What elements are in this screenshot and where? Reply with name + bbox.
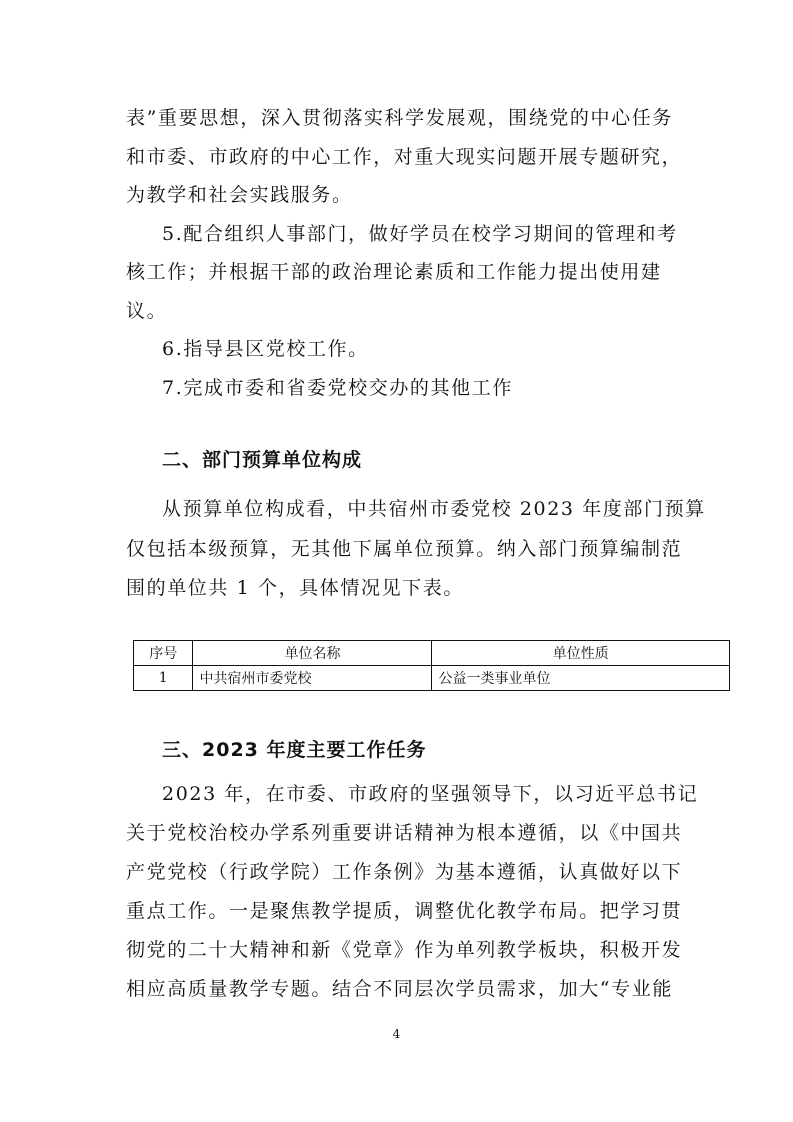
paragraph-line: 表”重要思想，深入贯彻落实科学发展观，围绕党的中心任务 xyxy=(126,107,673,129)
paragraph-line: 仅包括本级预算，无其他下属单位预算。纳入部门预算编制范 xyxy=(126,538,683,560)
table-row xyxy=(134,666,730,691)
paragraph-line: 从预算单位构成看，中共宿州市委党校 2023 年度部门预算 xyxy=(162,498,706,520)
paragraph-line: 相应高质量教学专题。结合不同层次学员需求，加大“专业能 xyxy=(126,978,673,1000)
paragraph-line: 为教学和社会实践服务。 xyxy=(126,184,353,206)
paragraph-line: 关于党校治校办学系列重要讲话精神为根本遵循，以《中国共 xyxy=(126,822,683,844)
table-cell-name: 中共宿州市委党校 xyxy=(193,666,432,691)
table-cell-nature: 公益一类事业单位 xyxy=(432,666,730,691)
list-item-5-line: 核工作；并根据干部的政治理论素质和工作能力提出使用建 xyxy=(126,261,662,283)
list-item-5-line: 议。 xyxy=(126,300,168,322)
list-item-7: 7.完成市委和省委党校交办的其他工作 xyxy=(162,377,513,399)
page-number: 4 xyxy=(392,1027,401,1041)
paragraph-line: 2023 年，在市委、市政府的坚强领导下，以习近平总书记 xyxy=(162,783,699,805)
table-header-name: 单位名称 xyxy=(193,641,432,666)
table-header-nature: 单位性质 xyxy=(432,641,730,666)
list-item-6: 6.指导县区党校工作。 xyxy=(162,338,369,360)
table-cell-no: 1 xyxy=(134,666,193,691)
paragraph-line: 和市委、市政府的中心工作，对重大现实问题开展专题研究， xyxy=(126,146,683,168)
table-header-row xyxy=(134,641,730,666)
table-header-no: 序号 xyxy=(134,641,193,666)
paragraph-line: 彻党的二十大精神和新《党章》作为单列教学板块，积极开发 xyxy=(126,939,683,961)
budget-units-table xyxy=(133,640,730,691)
section-heading-budget-units: 二、部门预算单位构成 xyxy=(162,449,363,471)
paragraph-line: 重点工作。一是聚焦教学提质，调整优化教学布局。把学习贯 xyxy=(126,900,683,922)
list-item-5-line: 5.配合组织人事部门，做好学员在校学习期间的管理和考 xyxy=(162,223,678,245)
section-heading-main-tasks: 三、2023 年度主要工作任务 xyxy=(162,739,427,761)
paragraph-line: 围的单位共 1 个，具体情况见下表。 xyxy=(126,577,464,599)
paragraph-line: 产党党校（行政学院）工作条例》为基本遵循，认真做好以下 xyxy=(126,861,683,883)
